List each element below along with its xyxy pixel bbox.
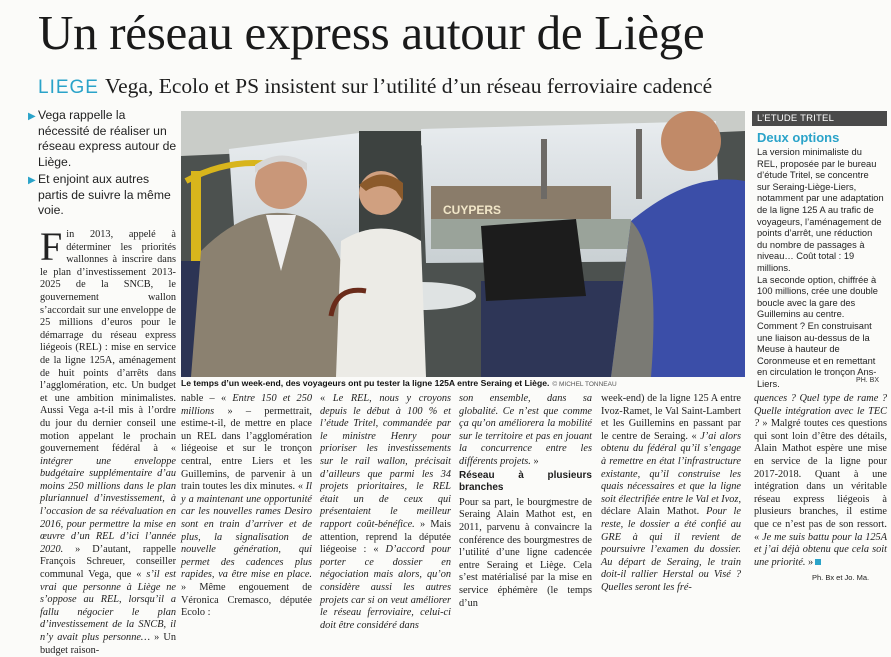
quote-text: s’il est vrai que personne à Liège ne s’oppose au REL, lorsqu’il a fallu négocier le plan d’investissement de la SNCB, il n’y avait plus personne…: [40, 569, 177, 643]
article-column: [459, 393, 592, 609]
article-column: [320, 393, 451, 631]
photo-caption: [181, 378, 751, 390]
sidebar-header: L’ETUDE TRITEL: [752, 111, 887, 126]
body-text: » Un budget raison-: [40, 632, 176, 656]
bullet-text: Et enjoint aux autres partis de suivre la même voie.: [38, 172, 171, 217]
author-credit: Ph. Bx et Jo. Ma.: [812, 573, 870, 582]
headline: Un réseau express autour de Liège: [38, 5, 705, 60]
train-interior-photo: [181, 111, 745, 377]
body-text: » Même engouement de Véronica Cremasco, députée Ecolo :: [181, 581, 312, 619]
kicker: LIEGE: [38, 77, 99, 98]
intro-bullets: [30, 108, 178, 221]
article-column: [40, 224, 177, 656]
article-column: [181, 393, 312, 619]
section-heading: Réseau à plusieurs branches: [459, 469, 592, 494]
article-column: [601, 393, 742, 593]
quote-text: Il y a maintenant une opportunité car les nouvelles rames Desiro sont en train d’arriver et de plus, la signalisation de nouvelle génération, qui permet des cadences plus rapides, va être mise en place.: [181, 481, 312, 581]
drop-cap: F: [40, 224, 63, 269]
body-text: «: [320, 393, 333, 404]
body-text: » Mais attention, reprend la députée liégeoise : «: [320, 518, 451, 556]
quote-text: intégrer une enveloppe budgétaire supplémentaire d’au moins 250 millions dans le plan pluriannuel d’investissement, à l’occasion de sa réévaluation en 2016, pour permettre la mise en œuvre d’un REL d’ici l’année 2020.: [40, 455, 176, 555]
quote-text: D’accord pour porter ce dossier en négociation mais alors, qu’on considère aussi les autres projets car si on veut améliorer le réseau ferroviaire, celui-ci doit être considéré dans: [320, 544, 451, 631]
sign-text: CUYPERS: [443, 203, 502, 217]
subhead-text: Vega, Ecolo et PS insistent sur l’utilité d’un réseau ferroviaire cadencé: [104, 74, 713, 98]
quote-text: son ensemble, dans sa globalité. Ce n’est que comme ça qu’on améliorera la mobilité sur le territoire et pas en jouant la concurrence entre les différents projets.: [459, 393, 592, 467]
bullet-item: [30, 172, 178, 219]
caption-text: Le temps d’un week-end, des voyageurs ont pu tester la ligne 125A entre Seraing et Liège.: [181, 378, 550, 388]
end-mark-icon: [815, 559, 821, 565]
sidebar-paragraph: Comment ? En construisant une liaison au-dessus de la Meuse à hauteur de Coronmeuse et en remettant en circulation le tronçon Ans-Liers.: [757, 320, 877, 389]
sidebar-credit: PH. BX: [856, 377, 879, 384]
photo-credit: © MICHEL TONNEAU: [552, 381, 617, 388]
quote-text: Je me suis battu pour la 125A et j’ai déjà obtenu que cela soit une priorité.: [754, 531, 887, 568]
sidebar-paragraph: La version minimaliste du REL, proposée par le bureau d’étude Tritel, se concentre sur Seraing-Liège-Liers, notamment par une adaptation de la ligne 125 A au trafic de voyageurs, l’aménagement de points d’arrêt, une réduction du nombre de passages à niveau… Coût total : 19 millions.: [757, 147, 884, 273]
sidebar-body: [752, 147, 887, 390]
triangle-bullet-icon: ▶: [28, 111, 36, 122]
body-text: » D’autant, rappelle François Schreuer, conseiller communal Vega, que «: [40, 543, 176, 581]
subhead: [38, 72, 888, 102]
body-text: » – permettrait, estime-t-il, de mettre en place un REL dans l’agglomération liégeoise et sur le tronçon central, entre Liers et les Guillemins, de parvenir à un train toutes les dix minutes. «: [181, 405, 312, 493]
body-text: , déclare Alain Mathot.: [601, 493, 742, 518]
triangle-bullet-icon: ▶: [28, 175, 36, 186]
news-photo: [181, 111, 745, 377]
body-text: »: [805, 556, 814, 568]
bullet-item: [30, 108, 178, 170]
sidebar-box: [752, 111, 887, 389]
body-text: week-end) de la ligne 125 A entre Ivoz-Ramet, le Val Saint-Lambert et les Guillemins en passant par le centre de Seraing. «: [601, 393, 741, 442]
body-text: nable – «: [181, 393, 233, 404]
body-text: » Malgré toutes ces questions qui sont loin d’être des détails, Alain Mathot espère une mise en service de la ligne pour 2017-2018. Quant à une intégration dans un véritable réseau express liégeois à plusieurs branches, il estime que ce n’est pas de son ressort. «: [754, 418, 887, 543]
article-column: [754, 393, 887, 573]
sidebar-paragraph: La seconde option, chiffrée à 100 millions, crée une double boucle avec la gare des Guillemins au centre.: [757, 274, 878, 320]
body-text: Pour sa part, le bourgmestre de Seraing Alain Mathot est, en 2011, parvenu à convaincre la conférence des bourgmestres de l’utilité d’une ligne cadencée entre Seraing et Liège. Cela s’est matérialisé par la mise en service éphémère (le temps d’un: [459, 496, 592, 609]
quote-text: Entre 150 et 250 millions: [181, 393, 312, 417]
quote-text: J’ai alors obtenu du fédéral qu’il s’engage à remettre en état l’infrastructure existante, qu’il construise les quais nécessaires et que la ligne soit électrifiée entre le Val et Ivoz: [601, 430, 741, 505]
sidebar-title: Deux options: [757, 130, 840, 145]
quote-text: Le REL, nous y croyons depuis le début à 100 % et l’étude Tritel, commandée par le ministre Henry pour prioriser les investissements sur le rail wallon, précisait d’ailleurs que parmi les 34 projets prioritaires, le REL était un de ceux qui présentaient le meilleur rapport coût-bénéfice.: [320, 393, 451, 530]
body-text: »: [530, 455, 539, 467]
body-text: in 2013, appelé à déterminer les priorités wallonnes à inscrire dans le plan d’investissement 2013-2025 de la SNCB, le gouvernement wallon s’accordait sur une enveloppe de 25 millions d’euros pour le démarrage du réseau express liégeois (REL) : mise en service de la ligne 125A, aménagement de huit points d’arrêts dans l’agglomération, etc. Un budget et une ambition minimalistes. Aussi Vega a-t-il mis à l’ordre du jour du dernier conseil une motion appelant le prochain gouvernement fédéral à «: [40, 229, 176, 455]
bullet-text: Vega rappelle la nécessité de réaliser un réseau express autour de Liège.: [38, 108, 177, 169]
quote-text: quences ? Quel type de rame ? Quelle intégration avec le TEC ?: [754, 393, 887, 430]
quote-text: Pour le reste, le dossier a été confié au GRE à qui il revient de poursuivre l’examen du dossier. Au départ de Seraing, le train doit-il rallier Herstal ou Visé ? Quelles seront les fré-: [601, 506, 741, 593]
